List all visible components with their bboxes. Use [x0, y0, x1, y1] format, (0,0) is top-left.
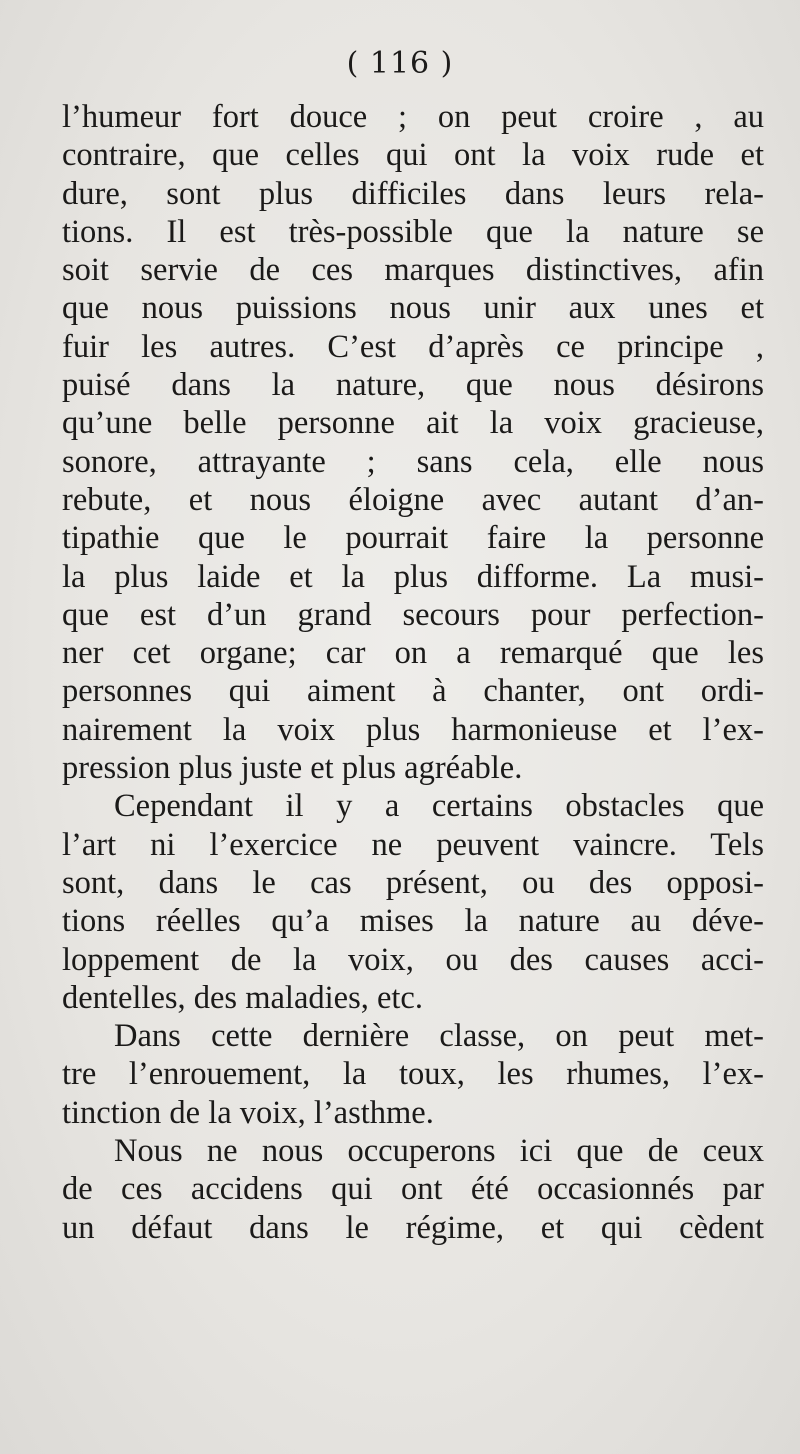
text-line: loppement de la voix, ou des causes acci-	[62, 941, 764, 978]
text-line: tions réelles qu’a mises la nature au déve-	[62, 903, 764, 940]
text-line: rebute, et nous éloigne avec autant d’an-	[62, 481, 764, 518]
text-line: l’humeur fort douce ; on peut croire , au	[62, 99, 764, 135]
text-line: Nous ne nous occuperons ici que de ceux	[114, 1133, 764, 1170]
text-line: l’art ni l’exercice ne peuvent vaincre. Tels	[62, 826, 764, 863]
text-line: tinction de la voix, l’asthme.	[62, 1094, 434, 1131]
paragraph	[62, 787, 764, 1017]
paragraph	[62, 1132, 764, 1247]
text-line: que est d’un grand secours pour perfection-	[62, 596, 764, 633]
text-line: ner cet organe; car on a remarqué que les	[62, 635, 764, 672]
text-line: que nous puissions nous unir aux unes et	[62, 290, 764, 327]
text-line: contraire, que celles qui ont la voix rude et	[62, 137, 764, 174]
text-line: nairement la voix plus harmonieuse et l’ex-	[62, 711, 764, 748]
text-line: personnes qui aiment à chanter, ont ordi-	[62, 673, 764, 710]
page-number: ( 116 )	[346, 46, 454, 81]
text-line: tipathie que le pourrait faire la personne	[62, 520, 764, 557]
text-line: dure, sont plus difficiles dans leurs rela-	[62, 175, 764, 212]
text-line: dentelles, des maladies, etc.	[62, 979, 423, 1016]
text-line: tre l’enrouement, la toux, les rhumes, l’ex-	[62, 1056, 764, 1093]
text-line: qu’une belle personne ait la voix gracieuse,	[62, 405, 764, 442]
text-line: un défaut dans le régime, et qui cèdent	[62, 1209, 764, 1246]
text-line: fuir les autres. C’est d’après ce principe ,	[62, 328, 764, 365]
text-line: de ces accidens qui ont été occasionnés par	[62, 1171, 764, 1208]
body-text	[62, 98, 764, 1247]
text-line: sont, dans le cas présent, ou des opposi-	[62, 864, 764, 901]
text-line: sonore, attrayante ; sans cela, elle nous	[62, 443, 764, 480]
text-line: Dans cette dernière classe, on peut met-	[114, 1018, 764, 1055]
text-line: pression plus juste et plus agréable.	[62, 750, 523, 787]
text-line: tions. Il est très-possible que la nature se	[62, 213, 764, 250]
text-line: Cependant il y a certains obstacles que	[114, 788, 764, 825]
text-line: soit servie de ces marques distinctives, afin	[62, 252, 764, 289]
paragraph	[62, 98, 764, 787]
text-line: puisé dans la nature, que nous désirons	[62, 367, 764, 404]
text-line: la plus laide et la plus difforme. La musi-	[62, 558, 764, 595]
paragraph	[62, 1017, 764, 1132]
